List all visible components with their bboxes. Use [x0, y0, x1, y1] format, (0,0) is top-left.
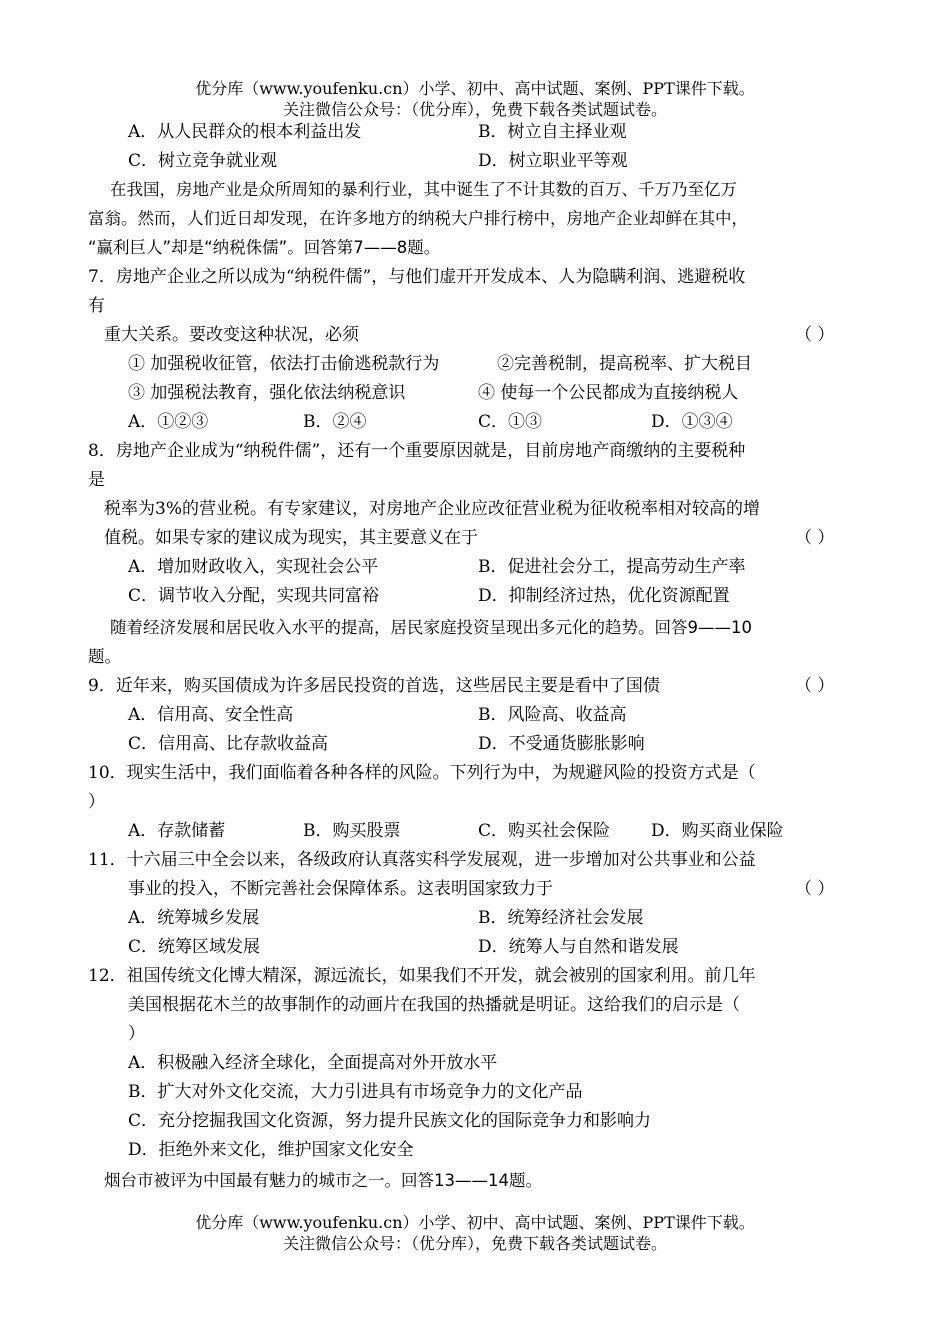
q11-option-a: A．统筹城乡发展 — [128, 908, 260, 928]
q9-answer-paren: （ ） — [795, 676, 835, 696]
q7-statement-1: ① 加强税收征管，依法打击偷逃税款行为 — [128, 354, 440, 374]
q10-line-2: ） — [88, 792, 105, 812]
q9-option-c: C．信用高、比存款收益高 — [128, 734, 329, 754]
q7-line-3: 重大关系。要改变这种状况，必须 — [104, 325, 359, 345]
footer-line-2: 关注微信公众号：（优分库），免费下载各类试题试卷。 — [282, 1234, 667, 1253]
q10-option-c: C．购买社会保险 — [478, 821, 611, 841]
intro1-line-1: 在我国，房地产业是众所周知的暴利行业，其中诞生了不计其数的百万、千万乃至亿万 — [110, 180, 737, 199]
q11-line-1: 11．十六届三中全会以来，各级政府认真落实科学发展观，进一步增加对公共事业和公益 — [88, 850, 756, 870]
q8-answer-paren: （ ） — [795, 528, 835, 548]
header-line-1: 优分库（www.youfenku.cn）小学、初中、高中试题、案例、PPT课件下载。 — [195, 79, 755, 98]
q9-option-d: D．不受通货膨胀影响 — [478, 734, 645, 754]
q7-option-c: C．①③ — [478, 412, 543, 432]
q11-option-b: B．统筹经济社会发展 — [478, 908, 644, 928]
q7-statement-3: ③ 加强税法教育，强化依法纳税意识 — [128, 383, 406, 403]
q7-option-d: D．①③④ — [651, 412, 733, 432]
q8-line-2: 是 — [88, 470, 105, 490]
header-line-2: 关注微信公众号：（优分库），免费下载各类试题试卷。 — [282, 100, 667, 119]
q12-option-c: C．充分挖掘我国文化资源，努力提升民族文化的国际竞争力和影响力 — [128, 1111, 652, 1131]
q11-option-c: C．统筹区域发展 — [128, 937, 261, 957]
q7-option-b: B．②④ — [303, 412, 367, 432]
intro2-line-2: 题。 — [88, 647, 121, 666]
intro2-line-1: 随着经济发展和居民收入水平的提高，居民家庭投资呈现出多元化的趋势。回答9——10 — [110, 618, 752, 637]
prev-option-a: A．从人民群众的根本利益出发 — [128, 122, 362, 142]
q7-line-2: 有 — [88, 296, 105, 316]
q12-line-1: 12．祖国传统文化博大精深，源远流长，如果我们不开发，就会被别的国家利用。前几年 — [88, 966, 756, 986]
prev-option-c: C．树立竞争就业观 — [128, 151, 278, 171]
prev-option-d: D．树立职业平等观 — [478, 151, 628, 171]
q7-statement-4: ④ 使每一个公民都成为直接纳税人 — [478, 383, 739, 403]
q8-line-4: 值税。如果专家的建议成为现实，其主要意义在于 — [104, 528, 478, 548]
footer-line-1: 优分库（www.youfenku.cn）小学、初中、高中试题、案例、PPT课件下载。 — [195, 1213, 755, 1232]
q11-option-d: D．统筹人与自然和谐发展 — [478, 937, 679, 957]
prev-option-b: B．树立自主择业观 — [478, 122, 627, 142]
q9-line-1: 9．近年来，购买国债成为许多居民投资的首选，这些居民主要是看中了国债 — [88, 676, 660, 696]
q10-option-d: D．购买商业保险 — [651, 821, 784, 841]
q10-option-a: A．存款储蓄 — [128, 821, 226, 841]
q12-option-b: B．扩大对外文化交流，大力引进具有市场竞争力的文化产品 — [128, 1082, 583, 1102]
intro1-line-2: 富翁。然而，人们近日却发现，在许多地方的纳税大户排行榜中，房地产企业却鲜在其中， — [88, 209, 748, 228]
q8-option-c: C．调节收入分配，实现共同富裕 — [128, 586, 380, 606]
q8-option-b: B．促进社会分工，提高劳动生产率 — [478, 557, 746, 577]
q8-option-a: A．增加财政收入，实现社会公平 — [128, 557, 379, 577]
q12-line-3: ） — [128, 1024, 145, 1044]
intro3-line-1: 烟台市被评为中国最有魅力的城市之一。回答13——14题。 — [104, 1171, 542, 1190]
q7-statement-2: ②完善税制，提高税率、扩大税目 — [497, 354, 752, 374]
q7-line-1: 7．房地产企业之所以成为“纳税件儒”，与他们虚开开发成本、人为隐瞒利润、逃避税收 — [88, 267, 746, 287]
q10-option-b: B．购买股票 — [303, 821, 401, 841]
q7-answer-paren: （ ） — [795, 325, 835, 345]
q12-option-d: D．拒绝外来文化，维护国家文化安全 — [128, 1140, 414, 1160]
q8-line-3: 税率为3%的营业税。有专家建议，对房地产企业应改征营业税为征收税率相对较高的增 — [104, 499, 760, 519]
intro1-line-3: “赢利巨人”却是“纳税侏儒”。回答第7——8题。 — [88, 238, 441, 257]
q12-line-2: 美国根据花木兰的故事制作的动画片在我国的热播就是明证。这给我们的启示是（ — [128, 995, 740, 1015]
q11-answer-paren: （ ） — [795, 879, 835, 899]
q9-option-b: B．风险高、收益高 — [478, 705, 627, 725]
q9-option-a: A．信用高、安全性高 — [128, 705, 294, 725]
q8-option-d: D．抑制经济过热，优化资源配置 — [478, 586, 730, 606]
q11-line-2: 事业的投入，不断完善社会保障体系。这表明国家致力于 — [128, 879, 553, 899]
q8-line-1: 8．房地产企业成为“纳税件儒”，还有一个重要原因就是，目前房地产商缴纳的主要税种 — [88, 441, 746, 461]
q7-option-a: A．①②③ — [128, 412, 209, 432]
q10-line-1: 10．现实生活中，我们面临着各种各样的风险。下列行为中，为规避风险的投资方式是（ — [88, 763, 756, 783]
q12-option-a: A．积极融入经济全球化，全面提高对外开放水平 — [128, 1053, 498, 1073]
